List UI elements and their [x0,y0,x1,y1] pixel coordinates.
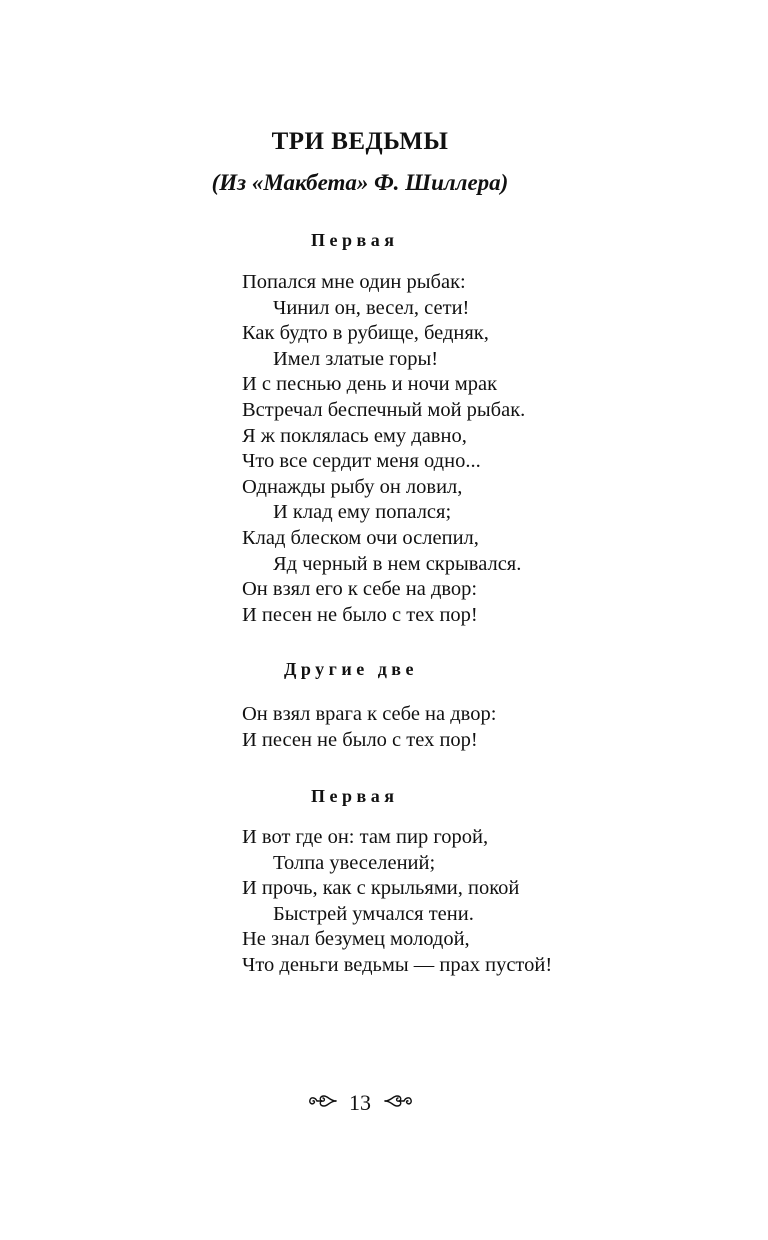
verse-line: Он взял врага к себе на двор: [242,703,497,725]
verse-line: Яд черный в нем скрывался. [273,552,522,575]
stanza-first [242,270,525,628]
verse-line: Быстрей умчался тени. [273,902,474,925]
page-number: 13 [349,1089,371,1115]
poem-title: ТРИ ВЕДЬМЫ [271,128,449,155]
floral-ornament-right-icon [383,1090,413,1116]
speaker-first-again: Первая [311,786,399,806]
verse-line: Однажды рыбу он ловил, [242,475,463,498]
verse-line: Клад блеском очи ослепил, [242,526,479,549]
verse-line: Что все сердит меня одно... [242,450,481,473]
page-footer [0,1088,720,1116]
verse-line: Как будто в рубище, бедняк, [242,322,489,345]
verse-line: И прочь, как с крыльями, покой [242,877,520,900]
verse-line: И песен не было с тех пор! [242,728,478,751]
verse-line: Попался мне один рыбак: [242,271,466,293]
floral-ornament-left-icon [308,1090,338,1116]
verse-line: Толпа увеселений; [273,851,436,874]
speaker-other-two: Другие две [284,659,419,679]
speaker-first: Первая [311,230,399,250]
verse-line: И вот где он: там пир горой, [242,826,489,848]
verse-line: Не знал безумец молодой, [242,928,470,951]
verse-line: Я ж поклялась ему давно, [242,424,467,447]
verse-line: И с песнью день и ночи мрак [242,373,498,396]
stanza-other-two [242,702,496,753]
verse-line: Чинил он, весел, сети! [273,296,470,319]
verse-line: И песен не было с тех пор! [242,603,478,626]
poem-subtitle: (Из «Макбета» Ф. Шиллера) [211,170,509,195]
verse-line: Что деньги ведьмы — прах пустой! [242,953,553,976]
verse-line: Имел златые горы! [273,347,439,370]
stanza-first-again [242,825,552,979]
verse-line: И клад ему попался; [273,501,452,524]
verse-line: Он взял его к себе на двор: [242,578,478,601]
verse-line: Встречал беспечный мой рыбак. [242,398,526,421]
